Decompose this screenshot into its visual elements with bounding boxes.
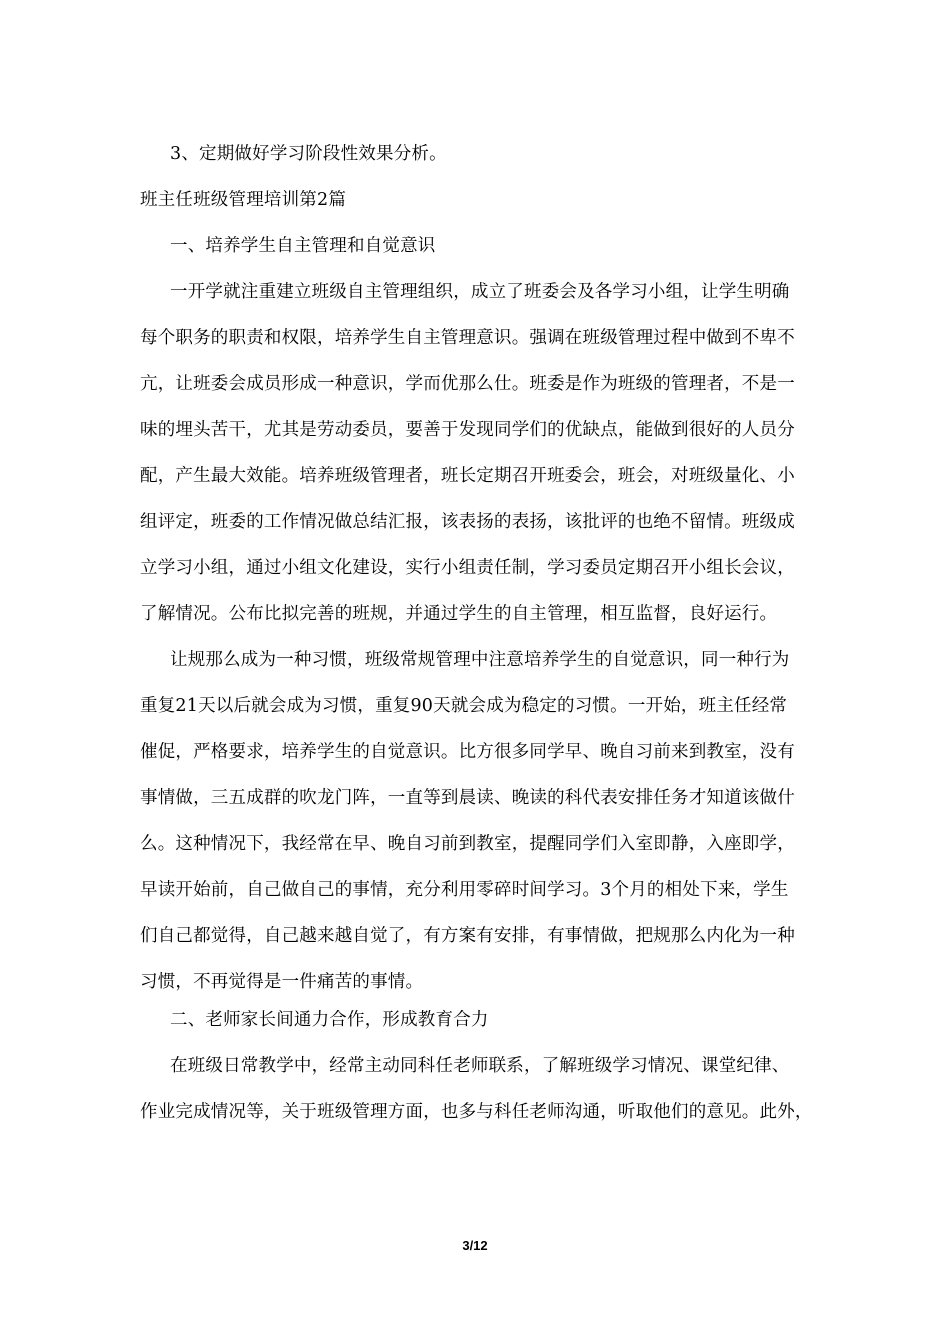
text-line: 让规那么成为一种习惯，班级常规管理中注意培养学生的自觉意识，同一种行为 [170,650,790,670]
document-body [140,126,820,1124]
text-line: 亢，让班委会成员形成一种意识，学而优那么仕。班委是作为班级的管理者，不是一 [140,374,795,394]
heading-2: 二、老师家长间通力合作，形成教育合力 [170,1010,489,1030]
text-line: 一开学就注重建立班级自主管理组织，成立了班委会及各学习小组，让学生明确 [170,282,790,302]
text-line: 味的埋头苦干，尤其是劳动委员，要善于发现同学们的优缺点，能做到很好的人员分 [140,420,795,440]
text-line: 习惯，不再觉得是一件痛苦的事情。 [140,972,424,992]
text-line: 重复21天以后就会成为习惯，重复90天就会成为稳定的习惯。一开始，班主任经常 [140,696,788,716]
text-line: 配，产生最大效能。培养班级管理者，班长定期召开班委会，班会，对班级量化、小 [140,466,795,486]
text-line: 了解情况。公布比拟完善的班规，并通过学生的自主管理，相互监督，良好运行。 [140,604,778,624]
text-line: 作业完成情况等，关于班级管理方面，也多与科任老师沟通，听取他们的意见。此外， [140,1102,813,1122]
text-line: 事情做，三五成群的吹龙门阵，一直等到晨读、晚读的科代表安排任务才知道该做什 [140,788,795,808]
text-line: 们自己都觉得，自己越来越自觉了，有方案有安排，有事情做，把规那么内化为一种 [140,926,795,946]
text-line: 早读开始前，自己做自己的事情，充分利用零碎时间学习。3个月的相处下来，学生 [140,880,789,900]
heading-1: 一、培养学生自主管理和自觉意识 [170,236,436,256]
page-number: 3/12 [462,1238,488,1253]
text-line: 组评定，班委的工作情况做总结汇报，该表扬的表扬，该批评的也绝不留情。班级成 [140,512,795,532]
text-line: 立学习小组，通过小组文化建设，实行小组责任制，学习委员定期召开小组长会议， [140,558,795,578]
text-line: 催促，严格要求，培养学生的自觉意识。比方很多同学早、晚自习前来到教室，没有 [140,742,795,762]
text-line: 每个职务的职责和权限，培养学生自主管理意识。强调在班级管理过程中做到不卑不 [140,328,795,348]
section-title: 班主任班级管理培训第2篇 [140,190,347,210]
text-line: 在班级日常教学中，经常主动同科任老师联系，了解班级学习情况、课堂纪律、 [170,1056,790,1076]
text-line: 么。这种情况下，我经常在早、晚自习前到教室，提醒同学们入室即静，入座即学， [140,834,795,854]
text-line: 3、定期做好学习阶段性效果分析。 [170,144,447,164]
